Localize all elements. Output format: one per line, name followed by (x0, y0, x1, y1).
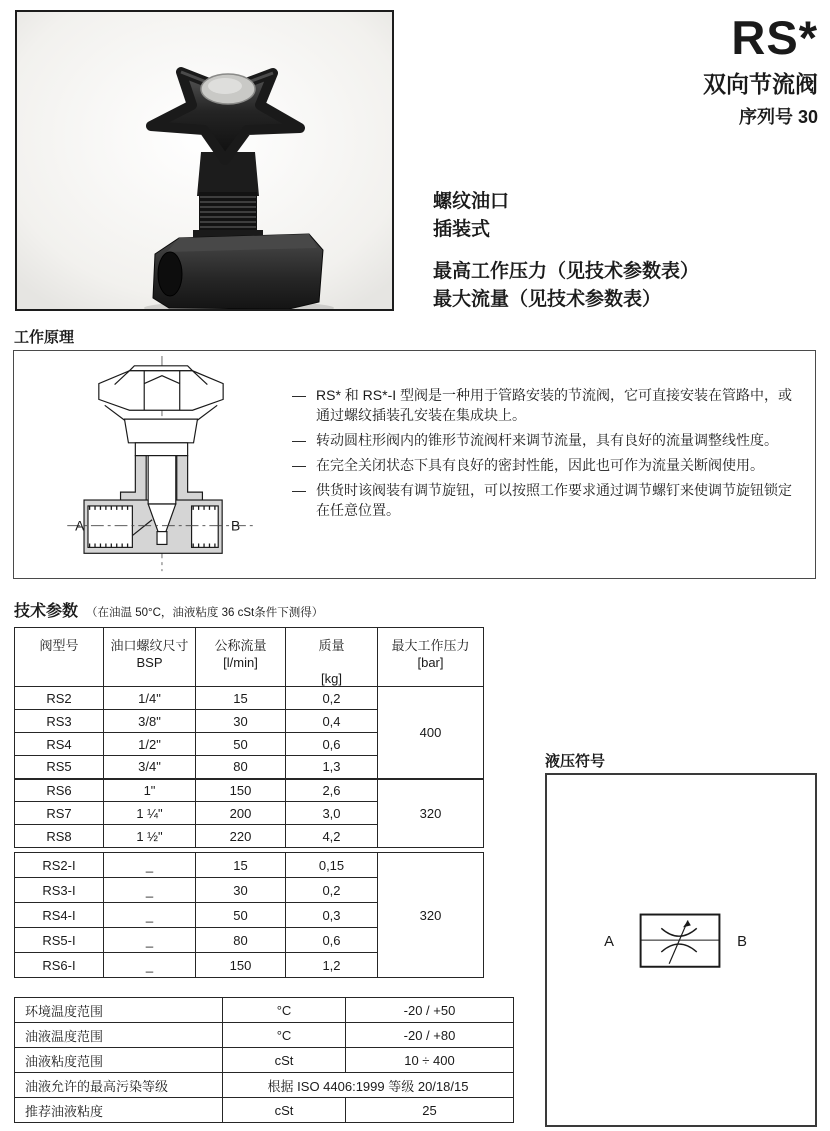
spindle (148, 456, 176, 504)
table-row: RS7 1 ¼" 200 3,0 (15, 802, 484, 825)
pressure-group-320-rsi: 320 (378, 853, 484, 978)
col-thread: 油口螺纹尺寸 BSP (104, 628, 196, 687)
product-name: 双向节流阀 (703, 71, 818, 97)
port-a-bore (88, 506, 132, 547)
bullet-dash: — (292, 457, 306, 473)
intro-block (433, 188, 699, 314)
intro-flow-note: 最大流量（见技术参数表） (433, 289, 662, 310)
bullet-item (292, 430, 800, 450)
valve-port-hole (158, 252, 182, 296)
table-row: 油液粘度范围 cSt 10 ÷ 400 (15, 1048, 514, 1073)
valve-product-photo (17, 12, 392, 309)
tech-heading: 技术参数 (14, 603, 79, 620)
symbol-port-a-label: A (604, 934, 614, 951)
col-pressure: 最大工作压力 [bar] (378, 628, 484, 687)
intro-line-ports: 螺纹油口 (433, 191, 510, 212)
table-row: RS4 1/2" 50 0,6 (15, 733, 484, 756)
bullet-item (292, 455, 800, 475)
symbol-heading: 液压符号 (545, 753, 606, 770)
series-number: 序列号 30 (738, 107, 818, 127)
intro-line-cartridge: 插装式 (433, 219, 491, 240)
col-flow: 公称流量 [l/min] (196, 628, 286, 687)
symbol-box (545, 773, 817, 1127)
principle-bullets (292, 385, 800, 525)
table-row: RS5-I _ 80 0,6 (15, 928, 484, 953)
table-row: RS6 1" 150 2,6 320 (15, 779, 484, 802)
bullet-dash: — (292, 387, 306, 403)
principle-heading: 工作原理 (14, 329, 75, 346)
throttle-valve-symbol (547, 775, 815, 1125)
bullet-text: 供货时该阀装有调节旋钮，可以按照工作要求通过调节螺钉来使调节旋钮锁定在任意位置。 (316, 482, 792, 518)
bullet-item (292, 385, 800, 425)
symbol-throttle-arc-bottom (661, 944, 696, 952)
symbol-port-b-label: B (737, 934, 748, 951)
knob-top-plate (129, 366, 192, 371)
intro-pressure-note: 最高工作压力（见技术参数表） (433, 261, 700, 282)
drawing-port-a-label: A (75, 517, 85, 534)
valve-cross-section-drawing (60, 354, 260, 576)
needle-tip (157, 532, 167, 545)
conditions-table (14, 997, 514, 1123)
spec-table-rs (14, 627, 484, 848)
bonnet (124, 419, 197, 443)
table-row: RS3 3/8" 30 0,4 (15, 710, 484, 733)
title-block (703, 11, 818, 129)
symbol-throttle-arc-top (661, 928, 696, 936)
principle-box (13, 350, 816, 579)
table-row: RS4-I _ 50 0,3 (15, 903, 484, 928)
symbol-adjust-arrow-shaft (669, 920, 688, 963)
col-model: 阀型号 (15, 628, 104, 687)
bullet-dash: — (292, 482, 306, 498)
cartridge-right (177, 456, 203, 504)
pressure-group-320: 320 (378, 779, 484, 848)
table-row: 环境温度范围 °C -20 / +50 (15, 998, 514, 1023)
bullet-text: RS* 和 RS*-I 型阀是一种用于管路安装的节流阀，它可直接安装在管路中，或通过螺纹插装孔安装在集成块上。 (316, 387, 793, 423)
cartridge-left (121, 456, 147, 504)
table-row: 推荐油液粘度 cSt 25 (15, 1098, 514, 1123)
table-row: RS6-I _ 150 1,2 (15, 953, 484, 978)
cap-highlight (208, 78, 242, 94)
port-b-bore (192, 506, 219, 547)
spec-header-row (15, 628, 484, 687)
bullet-text: 在完全关闭状态下具有良好的密封性能，因此也可作为流量关断阀使用。 (316, 457, 764, 473)
model-code: RS* (731, 11, 818, 64)
col-mass: 质量 [kg] (286, 628, 378, 687)
table-row: RS8 1 ½" 220 4,2 (15, 825, 484, 848)
bullet-item (292, 480, 800, 520)
bullet-text: 转动圆柱形阀内的锥形节流阀杆来调节流量，具有良好的流量调整线性度。 (316, 432, 778, 448)
table-row: RS5 3/4" 80 1,3 (15, 756, 484, 779)
bullet-dash: — (292, 432, 306, 448)
table-row: 油液温度范围 °C -20 / +80 (15, 1023, 514, 1048)
pressure-group-400: 400 (378, 687, 484, 779)
thread-lines (200, 197, 256, 227)
table-row: 油液允许的最高污染等级 根据 ISO 4406:1999 等级 20/18/15 (15, 1073, 514, 1098)
tech-heading-row (14, 598, 323, 621)
table-row: RS2 1/4" 15 0,2 400 (15, 687, 484, 710)
product-photo-frame (15, 10, 394, 311)
drawing-port-b-label: B (231, 517, 241, 534)
table-row: RS3-I _ 30 0,2 (15, 878, 484, 903)
spec-table-rsi (14, 852, 484, 978)
contamination-standard: 根据 ISO 4406:1999 等级 20/18/15 (223, 1073, 514, 1098)
tech-test-conditions: （在油温 50°C，油液粘度 36 cSt条件下测得） (86, 607, 324, 619)
table-row: RS2-I _ 15 0,15 320 (15, 853, 484, 878)
